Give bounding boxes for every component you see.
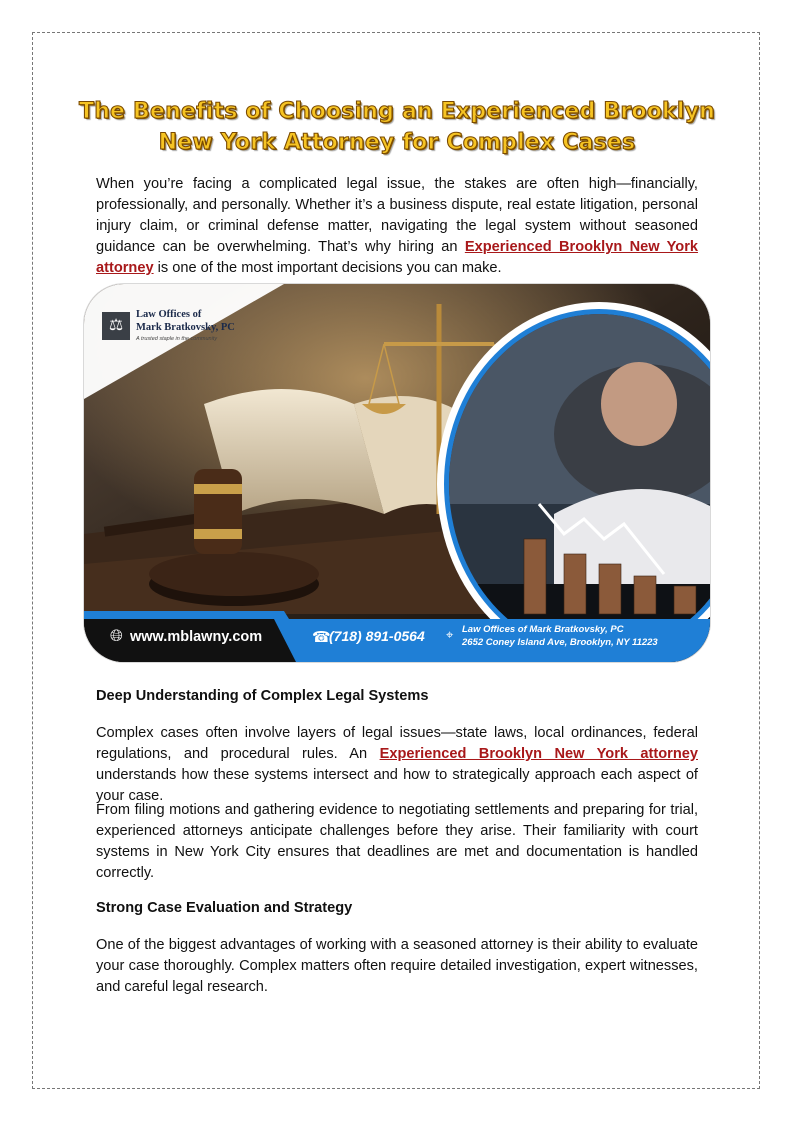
section-1-heading: Deep Understanding of Complex Legal Systems <box>96 688 429 704</box>
section-2-paragraph-1: One of the biggest advantages of working with a seasoned attorney is their ability to evaluate your case thoroughly. Complex matters often require detailed investigation, expert witnesses, and careful legal research. <box>96 937 698 995</box>
address-line-1: Law Offices of Mark Bratkovsky, PC <box>462 624 624 635</box>
title-line-1: The Benefits of Choosing an Experienced Brooklyn <box>78 99 715 124</box>
website-text: www.mblawny.com <box>130 629 263 645</box>
phone-text: (718) 891-0564 <box>329 628 425 644</box>
intro-text-before: When you’re facing a complicated legal issue, the stakes are often high—financially, professionally, and personally. Whether it’s a business dispute, real estate litigation, personal injury claim, or criminal defense matter, navigating the legal system without seasoned guidance can be overwhelming. That’s why hiring an <box>96 176 698 255</box>
address-line-2: 2652 Coney Island Ave, Brooklyn, NY 11223 <box>462 637 658 648</box>
section-1-text-after: understands how these systems intersect and how to strategically approach each aspect of your case. <box>96 767 698 804</box>
intro-text-after: is one of the most important decisions you can make. <box>153 260 502 276</box>
law-office-logo <box>98 298 278 358</box>
section-1-paragraph-1 <box>96 723 698 807</box>
logo-line-1: Law Offices of <box>136 309 202 320</box>
logo-tagline: A trusted staple in the community <box>136 336 218 342</box>
section-1-paragraph-2: From filing motions and gathering evidence to negotiating settlements and preparing for trial, experienced attorneys anticipate challenges before they arise. Their familiarity with court systems in New York City ensures that deadlines are met and documentation is handled correctly. <box>96 802 698 881</box>
globe-icon: 🌐︎ <box>110 628 123 645</box>
section-1-text-before: Complex cases often involve layers of legal issues—state laws, local ordinances, federal regulations, and procedural rules. An <box>96 725 698 762</box>
logo-line-2: Mark Bratkovsky, PC <box>136 322 235 333</box>
title-line-2: New York Attorney for Complex Cases <box>158 130 636 155</box>
section-1-attorney-link[interactable]: Experienced Brooklyn New York attorney <box>379 746 698 762</box>
section-2-heading: Strong Case Evaluation and Strategy <box>96 900 353 916</box>
intro-attorney-link[interactable]: Experienced Brooklyn New York attorney <box>96 239 699 276</box>
scales-logo-icon: ⚖ <box>102 312 130 340</box>
page-title <box>60 96 734 158</box>
intro-paragraph <box>96 174 698 279</box>
law-office-banner-image <box>84 284 710 662</box>
location-pin-icon: ⌖ <box>446 627 454 642</box>
phone-icon: ☎ <box>312 629 331 646</box>
